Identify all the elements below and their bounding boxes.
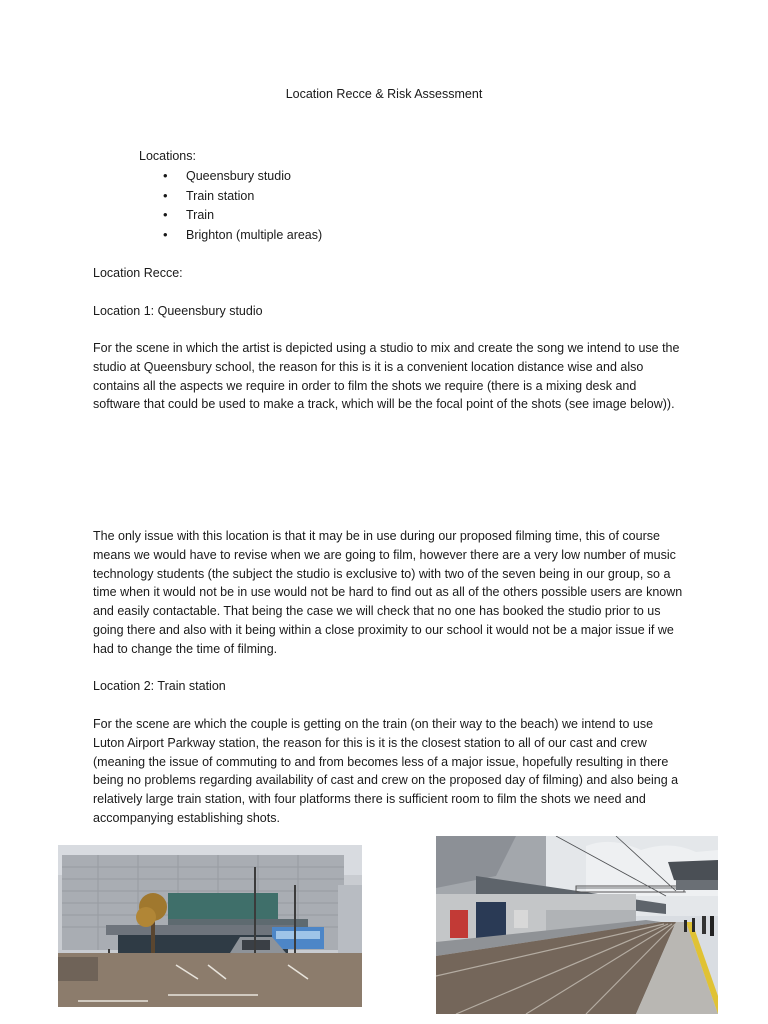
train-platform-photo: [436, 836, 718, 1014]
location2-heading: Location 2: Train station: [93, 679, 226, 693]
station-building-photo: [58, 845, 362, 1007]
locations-list: [163, 168, 322, 246]
document-title: Location Recce & Risk Assessment: [285, 87, 483, 101]
location1-issue-paragraph: The only issue with this location is that it may be in use during our proposed filming time, this of course means we would have to revise when we are going to film, however there are a very low number of music technology students (the subject the studio is exclusive to) with two of the seven being in our group, so a time when it would not be in use would not be hard to find out as all of the others possible users are known and easily contactable. That being the case we will check that no one has booked the studio prior to us going there and also with it being within a close proximity to our school it would not be a major issue if we had to change the time of filming.: [93, 529, 683, 656]
locations-heading: Locations:: [139, 149, 196, 163]
list-item: • Train: [163, 207, 322, 227]
list-item: • Train station: [163, 188, 322, 208]
location1-heading: Location 1: Queensbury studio: [93, 304, 263, 318]
location-recce-heading: Location Recce:: [93, 266, 183, 280]
location1-paragraph: For the scene in which the artist is depicted using a studio to mix and create the song we intend to use the studio at Queensbury school, the reason for this is it is a convenient location distance wise and also contains all the aspects we require in order to film the shots we require (there is a mixing desk and software that could be used to make a track, which will be the focal point of the shots (see image below)).: [93, 341, 680, 412]
list-item: • Brighton (multiple areas): [163, 227, 322, 247]
location2-paragraph: For the scene are which the couple is getting on the train (on their way to the beach) we intend to use Luton Airport Parkway station, the reason for this is it is the closest station to all of our cast and crew (meaning the issue of commuting to and from becomes less of a major issue, hopefully resulting in there being no problems regarding availability of cast and crew on the proposed day of filming) and also being a relatively large train station, with four platforms there is sufficient room to film the shots we need and accompanying establishing shots.: [93, 717, 679, 825]
list-item: • Queensbury studio: [163, 168, 322, 188]
